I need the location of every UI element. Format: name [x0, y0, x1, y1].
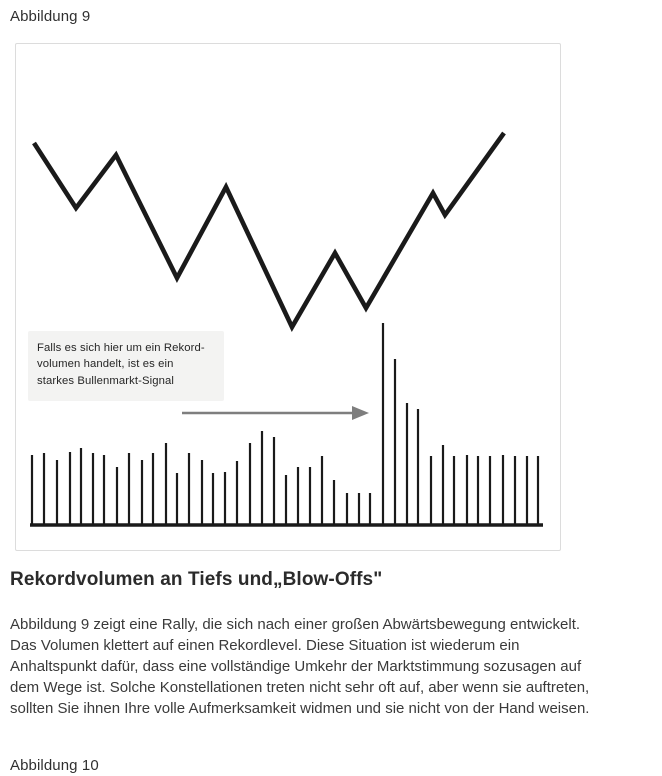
section-heading: Rekordvolumen an Tiefs und„Blow-Offs"	[10, 569, 383, 590]
annotation-line-3: starkes Bullenmarkt-Signal	[37, 374, 174, 387]
pointer-arrow-head	[352, 406, 369, 420]
body-paragraph: Abbildung 9 zeigt eine Rally, die sich nach einer großen Abwärtsbewegung entwickelt. Das Volumen klettert auf einen Rekordlevel. Diese Situation ist wiederum ein Anhaltspunkt dafür, dass eine vollständige Umkehr der Marktstimmung sozusagen auf dem Wege ist. Solche Konstellationen treten nicht sehr oft auf, aber wenn sie auftreten, sollten Sie ihnen Ihre volle Aufmerksamkeit widmen und sie nicht von der Hand weisen.	[10, 616, 590, 717]
figure-9-image	[15, 43, 561, 551]
figure-label-top: Abbildung 9	[10, 8, 91, 25]
annotation-line-2: volumen handelt, ist es ein	[37, 358, 174, 371]
figure-9-chart	[16, 44, 560, 550]
price-line	[34, 133, 504, 327]
figure-label-bottom: Abbildung 10	[10, 757, 99, 774]
annotation-line-1: Falls es sich hier um ein Rekord-	[37, 342, 205, 354]
annotation-text	[37, 340, 205, 389]
